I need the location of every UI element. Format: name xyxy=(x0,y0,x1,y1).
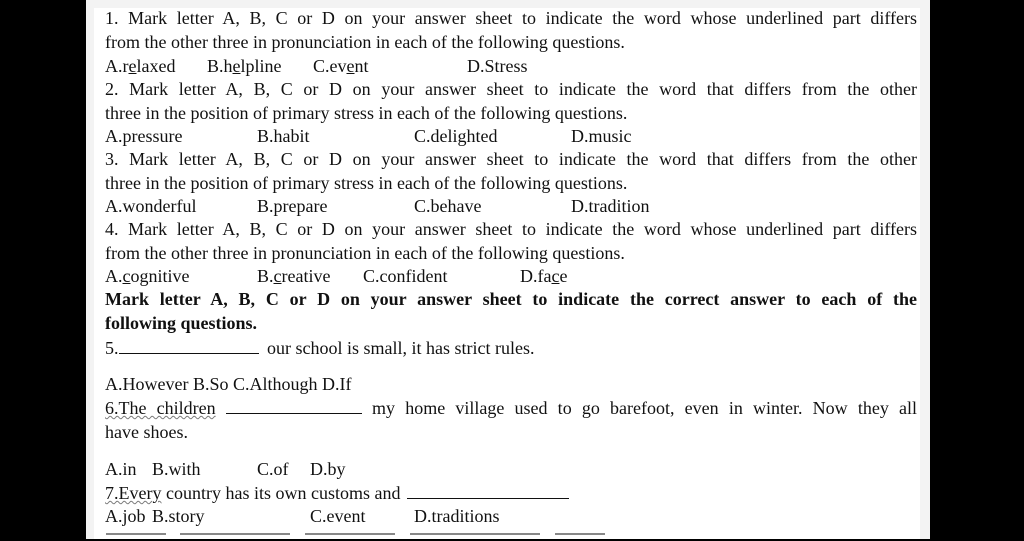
q3-option-b: B.prepare xyxy=(257,196,328,216)
q6-option-a: A.in xyxy=(105,459,137,479)
q1-options xyxy=(105,55,605,78)
q7-answer-blank xyxy=(407,484,569,499)
q5-text: our school is small, it has strict rules. xyxy=(267,338,535,358)
q7-option-c: C.event xyxy=(310,506,366,526)
q3-instruction-line1: 3. Mark letter A, B, C or D on your answer sheet to indicate the word that differs from the other xyxy=(105,149,917,169)
q7-option-d: D.traditions xyxy=(414,506,500,526)
q6-option-d: D.by xyxy=(310,459,346,479)
q5-number: 5. xyxy=(105,338,119,358)
q4-option-a: A.cognitive xyxy=(105,266,190,286)
q4-option-c: C.confident xyxy=(363,266,448,286)
q6-option-b: B.with xyxy=(152,459,201,479)
cutoff-text-line xyxy=(100,533,620,541)
q1-option-a: A.relaxed xyxy=(105,56,176,76)
q3-options xyxy=(105,195,705,218)
q1-option-d: D.Stress xyxy=(467,56,528,76)
q3-option-c: C.behave xyxy=(414,196,482,216)
q6-options xyxy=(105,458,405,481)
q7-stem xyxy=(105,482,569,505)
q4-options xyxy=(105,265,705,288)
q4-option-d: D.face xyxy=(520,266,568,286)
q6-text: my home village used to go barefoot, even in winter. Now they all xyxy=(372,398,918,418)
q7-options xyxy=(105,505,605,528)
q5-stem xyxy=(105,337,534,360)
q5-options: A.However B.So C.Although D.If xyxy=(105,374,352,394)
section-instruction-line2: following questions. xyxy=(105,313,258,333)
q3-option-d: D.tradition xyxy=(571,196,650,216)
q1-instruction-line1: 1. Mark letter A, B, C or D on your answer sheet to indicate the word whose underlined part differs xyxy=(105,8,917,28)
q6-option-c: C.of xyxy=(257,459,289,479)
q2-option-c: C.delighted xyxy=(414,126,498,146)
q1-option-c: C.event xyxy=(313,56,369,76)
section-instruction-line1: Mark letter A, B, C or D on your answer sheet to indicate the correct answer to each of the xyxy=(105,289,917,309)
q3-instruction-line2: three in the position of primary stress in each of the following questions. xyxy=(105,173,628,193)
q7-text: country has its own customs and xyxy=(165,483,401,503)
q7-option-a: A.job xyxy=(105,506,146,526)
q2-option-b: B.habit xyxy=(257,126,310,146)
q7-option-b: B.story xyxy=(152,506,205,526)
q2-instruction-line2: three in the position of primary stress in each of the following questions. xyxy=(105,103,628,123)
q2-option-a: A.pressure xyxy=(105,126,183,146)
q4-instruction-line2: from the other three in pronunciation in each of the following questions. xyxy=(105,243,625,263)
q4-instruction-line1: 4. Mark letter A, B, C or D on your answer sheet to indicate the word whose underlined part differs xyxy=(105,219,917,239)
q2-options xyxy=(105,125,705,148)
q6-lead: 6.The children xyxy=(105,398,216,418)
q1-option-b: B.helpline xyxy=(207,56,282,76)
q2-instruction-line1: 2. Mark letter A, B, C or D on your answer sheet to indicate the word that differs from the other xyxy=(105,79,917,99)
q4-option-b: B.creative xyxy=(257,266,331,286)
q7-lead: 7.Every xyxy=(105,483,162,503)
q1-instruction-line2: from the other three in pronunciation in each of the following questions. xyxy=(105,32,625,52)
q2-option-d: D.music xyxy=(571,126,632,146)
q3-option-a: A.wonderful xyxy=(105,196,197,216)
q6-stem xyxy=(105,397,917,420)
q6-stem-line2: have shoes. xyxy=(105,422,188,442)
q6-answer-blank xyxy=(226,399,362,414)
q5-answer-blank xyxy=(119,339,259,354)
